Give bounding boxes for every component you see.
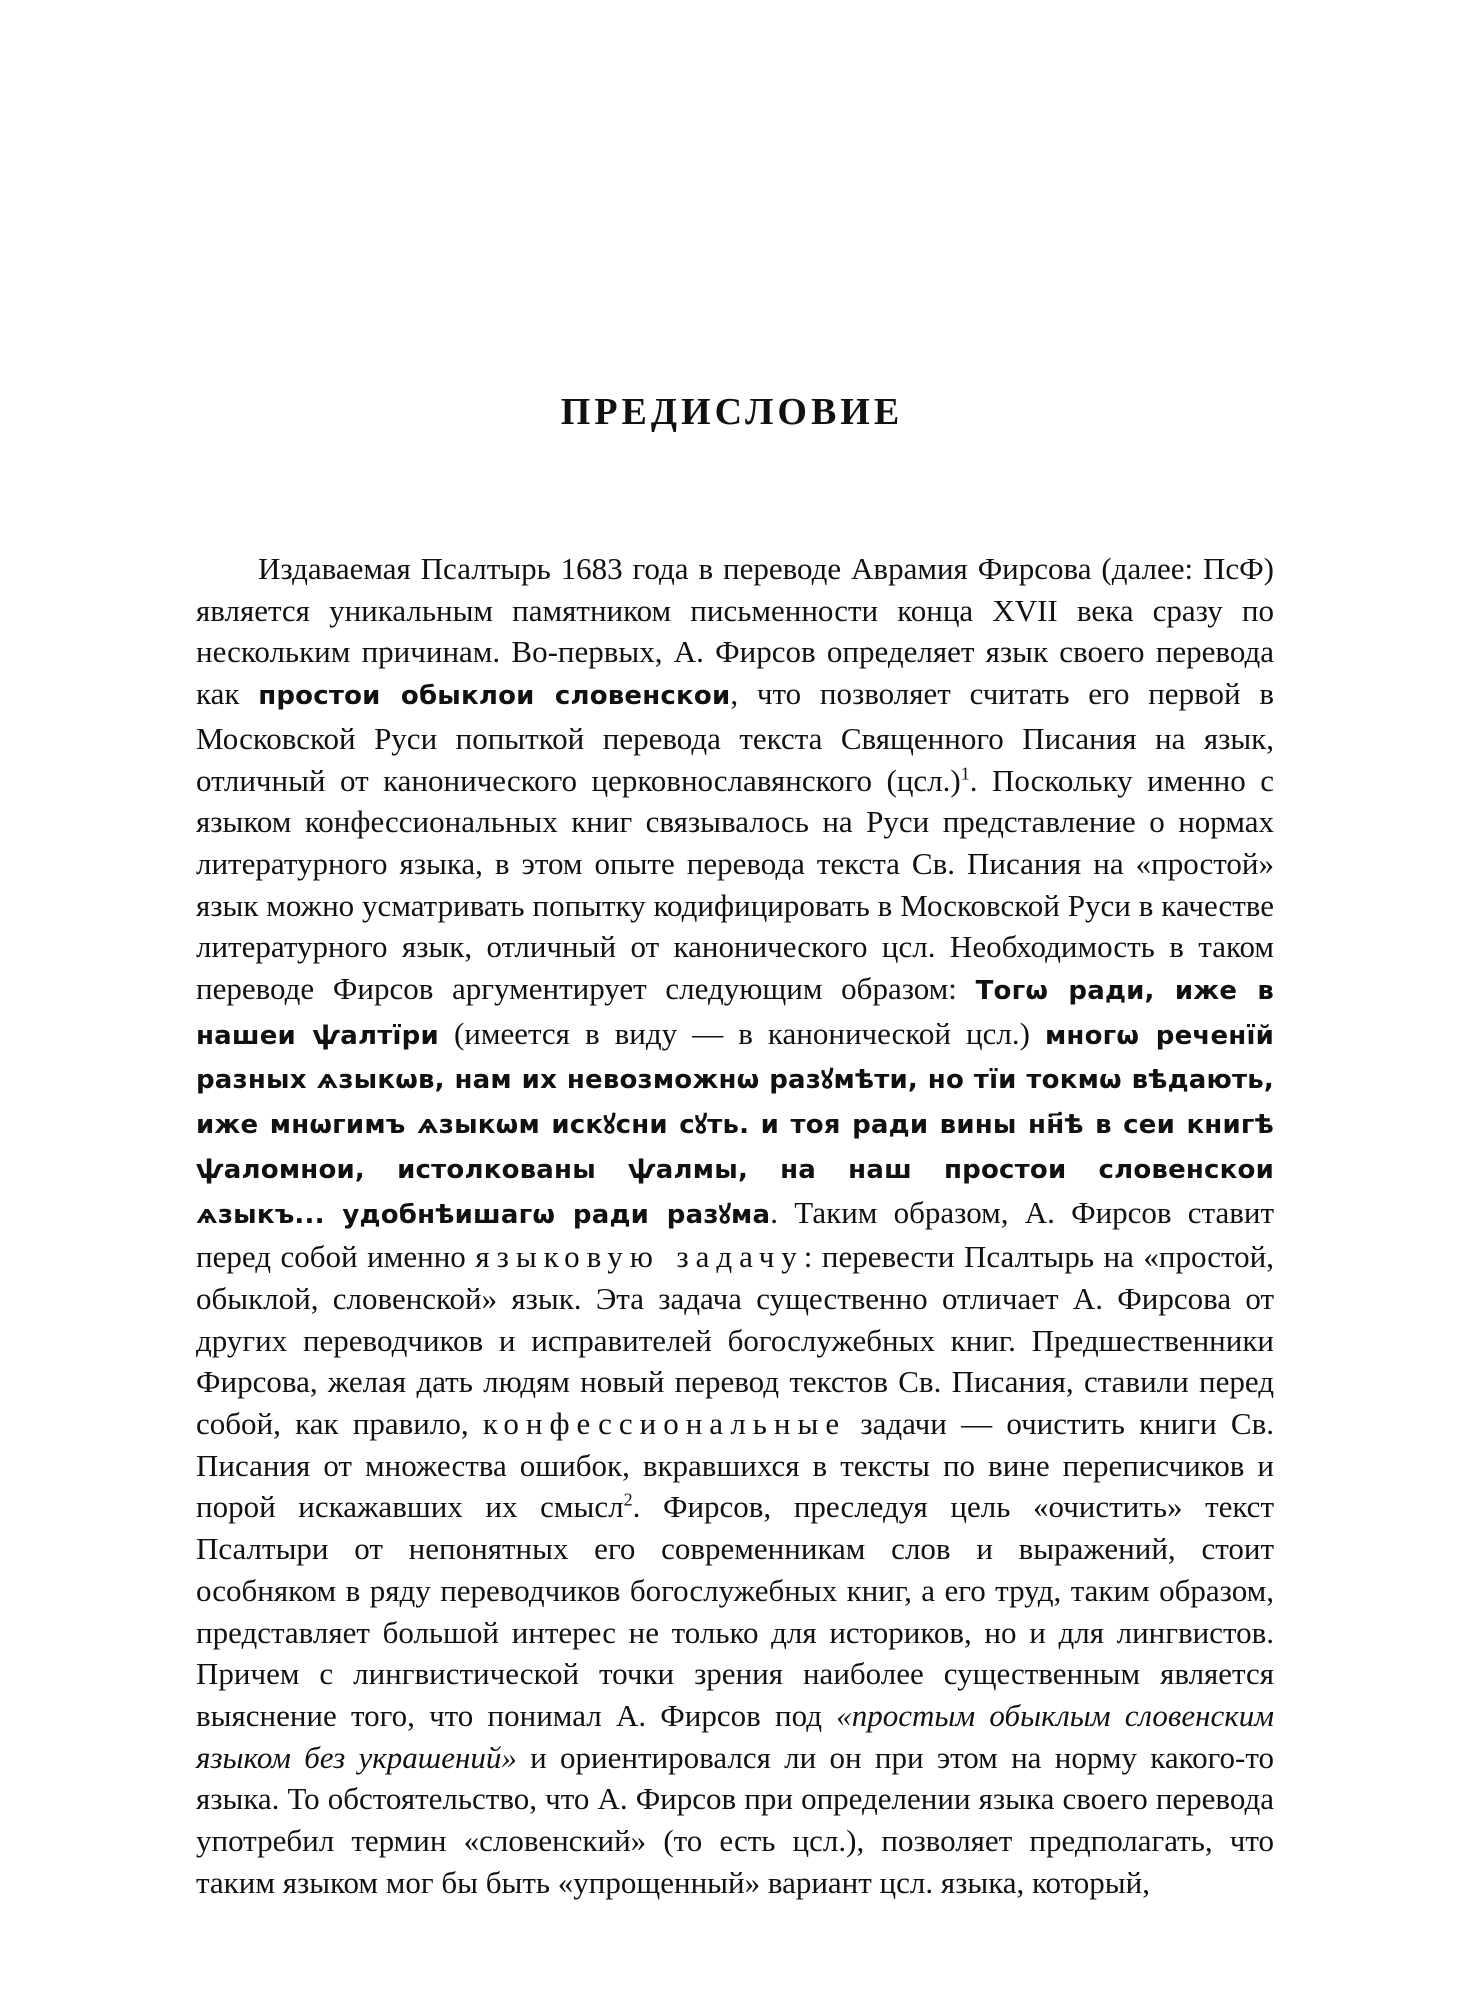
footnote-ref-2[interactable]: 2 — [623, 1490, 633, 1511]
preface-paragraph — [196, 548, 1274, 1904]
text-run: , что позволяет считать его первой в Московской Руси попыткой перевода текста Священного Писания на язык, отличный от канонического церковнославянского (цсл.) — [196, 676, 1274, 798]
text-run: . Таким образом, А. Фирсов ставит перед собой именно — [196, 1194, 1274, 1275]
text-run: Издаваемая Псалтырь 1683 года в переводе Аврамия Фирсова (далее: ПсФ) является уникальным памятником письменности конца XVII века сразу по нескольким причинам. Во-первых, А. Фирсов определяет язык своего перевода как — [196, 551, 1274, 712]
old-slavonic-quote: Тогѡ ради, иже в нашеи ѱалтїри — [196, 976, 1275, 1051]
text-run: (имеется в виду — в канонической цсл.) — [438, 1015, 1045, 1051]
italic-quote: «простым обыклым словенским языком без украшений» — [196, 1697, 1275, 1775]
text-run: . Фирсов, преследуя цель «очистить» текст Псалтыри от непонятных его современникам слов и выражений, стоит особняком в ряду переводчиков богослужебных книг, а его труд, таким образом, представляет большой интерес не только для историков, но и для лингвистов. Причем с лингвистической точки зрения наиболее существенным является выяснение того, что понимал А. Фирсов под — [196, 1489, 1274, 1733]
page-title: ПРЕДИСЛОВИЕ — [560, 391, 904, 433]
body-text — [196, 548, 1274, 1904]
text-run: : перевести Псалтырь на «простой, обыклой, словенской» язык. Эта задача существенно отличает А. Фирсова от других переводчиков и исправителей богослужебных книг. Предшественники Фирсова, желая дать людям новый перевод текстов Св. Писания, ставили перед собой, как правило, — [196, 1239, 1274, 1442]
old-slavonic-quote: простои обыклои словенскои — [258, 681, 731, 712]
spaced-emphasis: языковую задачу — [475, 1239, 804, 1275]
old-slavonic-quote: многѡ реченїй разных ѧзыкѡв, нам их невозможнѡ разꙋмѣти, но тїи токмѡ вѣдають, иже мнѡгимъ ѧзыкѡм искꙋсни сꙋть. и тоя ради вины нн҃ѣ в сеи книгѣ ѱаломнои, истолкованы ѱалмы, на наш простои словенскои ѧзыкъ... удобнѣишагѡ ради разꙋма — [196, 1020, 1274, 1230]
footnote-ref-1[interactable]: 1 — [960, 763, 970, 784]
text-run: задачи — очистить книги Св. Писания от множества ошибок, вкравшихся в тексты по вине переписчиков и порой искажавших их смысл — [196, 1406, 1274, 1525]
spaced-emphasis: конфессиональные — [482, 1406, 847, 1442]
text-run: . Поскольку именно с языком конфессиональных книг связывалось на Руси представление о нормах литературного языка, в этом опыте перевода текста Св. Писания на «простой» язык можно усматривать попытку кодифицировать в Московской Руси в качестве литературного язык, отличный от канонического цсл. Необходимость в таком переводе Фирсов аргументирует следующим образом: — [196, 762, 1274, 1007]
text-run: и ориентировался ли он при этом на норму какого-то языка. То обстоятельство, что А. Фирсов при определении языка своего перевода употребил термин «словенский» (то есть цсл.), позволяет предполагать, что таким языком мог бы быть «упрощенный» вариант цсл. языка, который, — [196, 1739, 1274, 1900]
